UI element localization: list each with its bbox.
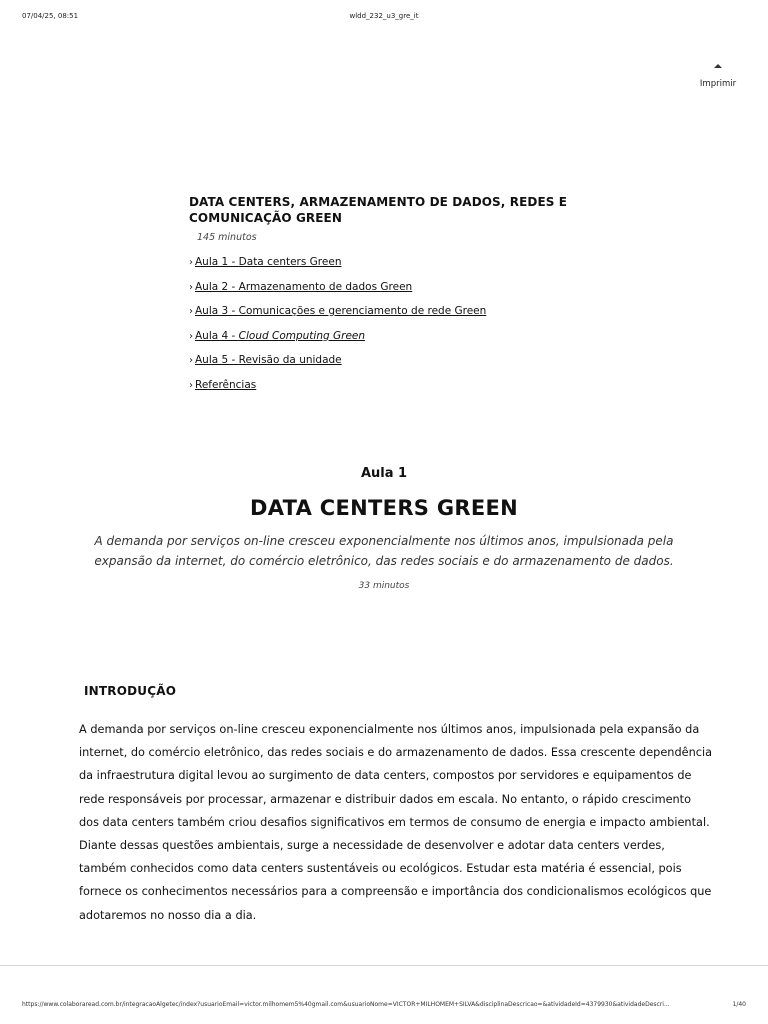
toc-link-aula-4[interactable]: Aula 4 - Cloud Computing Green (195, 329, 366, 342)
chevron-right-icon: › (189, 330, 193, 342)
intro-heading: INTRODUÇÃO (84, 684, 177, 698)
toc-item-aula-2 (189, 280, 589, 305)
lesson-duration: 33 minutos (358, 581, 410, 591)
toc-link-aula-2[interactable]: Aula 2 - Armazenamento de dados Green (195, 280, 413, 293)
chevron-right-icon: › (189, 379, 193, 391)
caret-up-icon (714, 64, 722, 68)
chevron-right-icon: › (189, 306, 193, 317)
lesson-title: DATA CENTERS GREEN (250, 496, 518, 520)
print-label: Imprimir (699, 79, 737, 89)
lesson-subtitle: A demanda por serviços on-line cresceu exponencialmente nos últimos anos, impulsionada pela expansão da internet, do comércio eletrônico, das redes sociais e do armazenamento de dados. (94, 534, 674, 568)
toc-link-aula-5[interactable]: Aula 5 - Revisão da unidade (195, 354, 342, 366)
toc-item-aula-4 (189, 329, 589, 354)
toc-title: DATA CENTERS, ARMAZENAMENTO DE DADOS, REDES E COMUNICAÇÃO GREEN (189, 195, 568, 225)
chevron-right-icon: › (189, 281, 193, 293)
toc-duration: 145 minutos (197, 232, 257, 243)
toc-link-aula-3[interactable]: Aula 3 - Comunicações e gerenciamento de rede Green (195, 305, 487, 317)
document-title: wldd_232_u3_gre_it (349, 12, 419, 20)
toc-link-aula-1[interactable]: Aula 1 - Data centers Green (195, 256, 342, 268)
chevron-right-icon: › (189, 355, 193, 366)
lesson-kicker: Aula 1 (360, 466, 408, 481)
toc-item-referencias (189, 378, 589, 403)
print-button[interactable] (696, 64, 740, 90)
page-number: 1/40 (732, 1001, 746, 1008)
footer-url: https://www.colaboraread.com.br/integracaoAlgetec/index?usuarioEmail=victor.milhomem5%40gmail.com&usuarioNome=VICTOR+MILHOMEM+SILVA&disciplinaDescricao=&atividadeId=4379930&atividadeDescri... (22, 1001, 670, 1008)
intro-paragraph: A demanda por serviços on-line cresceu exponencialmente nos últimos anos, impulsionada pela expansão da internet, do comércio eletrônico, das redes sociais e do armazenamento de dados. Essa crescente dependência da infraestrutura digital levou ao surgimento de data centers, compostos por servidores e equipamentos de rede responsáveis por processar, armazenar e distribuir dados em escala. No entanto, o rápido crescimento dos data centers também criou desafios significativos em termos de consumo de energia e impacto ambiental. Diante dessas questões ambientais, surge a necessidade de desenvolver e adotar data centers verdes, também conhecidos como data centers sustentáveis ou ecológicos. Estudar esta matéria é essencial, pois fornece os conhecimentos necessários para a compreensão e importância dos condicionalismos ecológicos que adotaremos no nosso dia a dia. (79, 723, 713, 922)
table-of-contents (189, 194, 589, 402)
toc-list (189, 255, 589, 402)
page-divider (0, 965, 768, 966)
toc-link-referencias[interactable]: Referências (195, 378, 257, 391)
toc-item-aula-3 (189, 304, 589, 329)
print-date: 07/04/25, 08:51 (22, 12, 79, 20)
toc-item-aula-5 (189, 353, 589, 378)
toc-item-aula-1 (189, 255, 589, 280)
chevron-right-icon: › (189, 257, 193, 268)
